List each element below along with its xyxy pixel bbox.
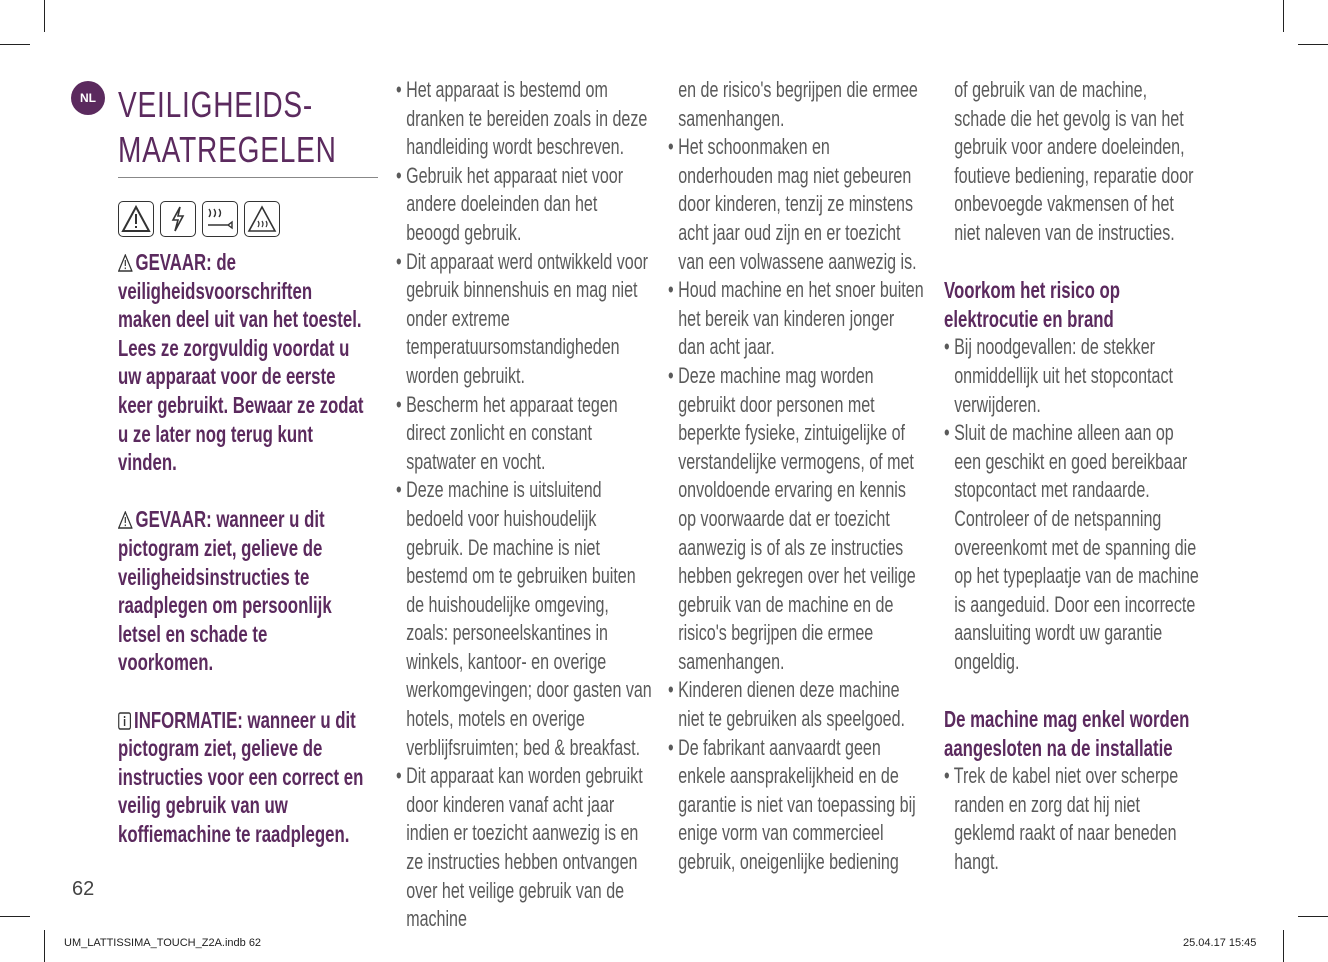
list-item: • Bescherm het apparaat tegen direct zonlicht en constant spatwater en vocht. <box>396 391 653 477</box>
hot-water-icon <box>202 201 238 237</box>
list-item: • Het apparaat is bestemd om dranken te bereiden zoals in deze handleiding wordt beschreven. <box>396 76 653 162</box>
list-item: • Bij noodgevallen: de stekker onmiddellijk uit het stopcontact verwijderen. <box>944 333 1201 419</box>
list-item: • Het schoonmaken en onderhouden mag niet gebeuren door kinderen, tenzij ze minstens acht jaar oud zijn en er toezicht van een volwassene aanwezig is. <box>668 133 925 276</box>
danger-warning-1: GEVAAR: de veiligheidsvoorschriften maken deel uit van het toestel. Lees ze zorgvuldig voordat u uw apparaat voor de eerste keer gebruikt. Bewaar ze zodat u ze later nog terug kunt vinden. <box>118 249 364 476</box>
danger-warning-2: GEVAAR: wanneer u dit pictogram ziet, gelieve de veiligheidsinstructies te raadplegen om persoonlijk letsel en schade te voorkomen. <box>118 506 332 676</box>
crop-mark <box>1298 916 1328 917</box>
list-item: • Houd machine en het snoer buiten het bereik van kinderen jonger dan acht jaar. <box>668 276 925 362</box>
list-item: • Kinderen dienen deze machine niet te gebruiken als speelgoed. <box>668 676 925 733</box>
list-item: • Gebruik het apparaat niet voor andere doeleinden dan het beoogd gebruik. <box>396 162 653 248</box>
list-item: • Deze machine is uitsluitend bedoeld voor huishoudelijk gebruik. De machine is niet bestemd om te gebruiken buiten de huishoudelijke omgeving, zoals: personeelskantines in winkels, kantoor- en overige werkomgevingen; door gasten van hotels, motels en overige verblijfsruimten; bed & breakfast. <box>396 476 653 762</box>
list-item: • De fabrikant aanvaardt geen enkele aansprakelijkheid en de garantie is niet van toepassing bij enige vorm van commercieel gebruik, oneigenlijke bediening <box>668 734 925 877</box>
list-item: • Sluit de machine alleen aan op een geschikt en goed bereikbaar stopcontact met randaarde. Controleer of de netspanning overeenkomt met de spanning die op het typeplaatje van de machine is aangeduid. Door een incorrecte aansluiting wordt uw garantie ongeldig. <box>944 419 1201 676</box>
warning-triangle-icon <box>118 511 133 529</box>
list-item-continuation: of gebruik van de machine, schade die het gevolg is van het gebruik voor andere doeleinden, foutieve bediening, reparatie door onbevoegde vakmensen of het niet naleven van de instructies. <box>954 77 1194 245</box>
warning-triangle-icon <box>118 254 133 272</box>
crop-mark <box>1283 930 1284 962</box>
title-line-1: VEILIGHEIDS- <box>118 84 314 125</box>
hot-surface-icon <box>244 201 280 237</box>
crop-mark <box>1283 0 1284 32</box>
crop-mark <box>1298 44 1328 45</box>
title-line-2: MAATREGELEN <box>118 129 337 170</box>
page-title <box>118 82 337 172</box>
section-heading: De machine mag enkel worden aangesloten na de installatie <box>944 706 1190 761</box>
list-item: • Dit apparaat kan worden gebruikt door kinderen vanaf acht jaar indien er toezicht aanwezig is en ze instructies hebben ontvangen over het veilige gebruik van de machine <box>396 762 653 934</box>
crop-mark <box>0 916 30 917</box>
crop-mark <box>44 930 45 962</box>
lightning-icon <box>160 201 196 237</box>
footer-timestamp: 25.04.17 15:45 <box>1183 937 1257 949</box>
crop-mark <box>44 0 45 32</box>
list-item: • Trek de kabel niet over scherpe randen en zorg dat hij niet geklemd raakt of naar beneden hangt. <box>944 762 1201 876</box>
crop-mark <box>0 44 30 45</box>
warning-triangle-icon <box>118 201 154 237</box>
section-heading: Voorkom het risico op elektrocutie en brand <box>944 277 1121 332</box>
info-icon <box>118 712 131 730</box>
information-note: INFORMATIE: wanneer u dit pictogram ziet, gelieve de instructies voor een correct en veilig gebruik van uw koffiemachine te raadplegen. <box>118 706 364 847</box>
list-item-continuation: en de risico's begrijpen die ermee samenhangen. <box>678 77 918 131</box>
title-divider <box>118 177 378 178</box>
language-badge: NL <box>71 81 105 115</box>
footer-file-info: UM_LATTISSIMA_TOUCH_Z2A.indb 62 <box>64 937 262 949</box>
safety-pictograms <box>118 201 280 237</box>
list-item: • Dit apparaat werd ontwikkeld voor gebruik binnenshuis en mag niet onder extreme temperatuursomstandigheden worden gebruikt. <box>396 248 653 391</box>
page-number: 62 <box>72 878 95 900</box>
instructions-column-4 <box>944 76 1296 877</box>
list-item: • Deze machine mag worden gebruikt door personen met beperkte fysieke, zintuigelijke of verstandelijke vermogens, of met onvoldoende ervaring en kennis op voorwaarde dat er toezicht aanwezig is of als ze instructies hebben gekregen over het veilige gebruik van de machine en de risico's begrijpen die ermee samenhangen. <box>668 362 925 677</box>
